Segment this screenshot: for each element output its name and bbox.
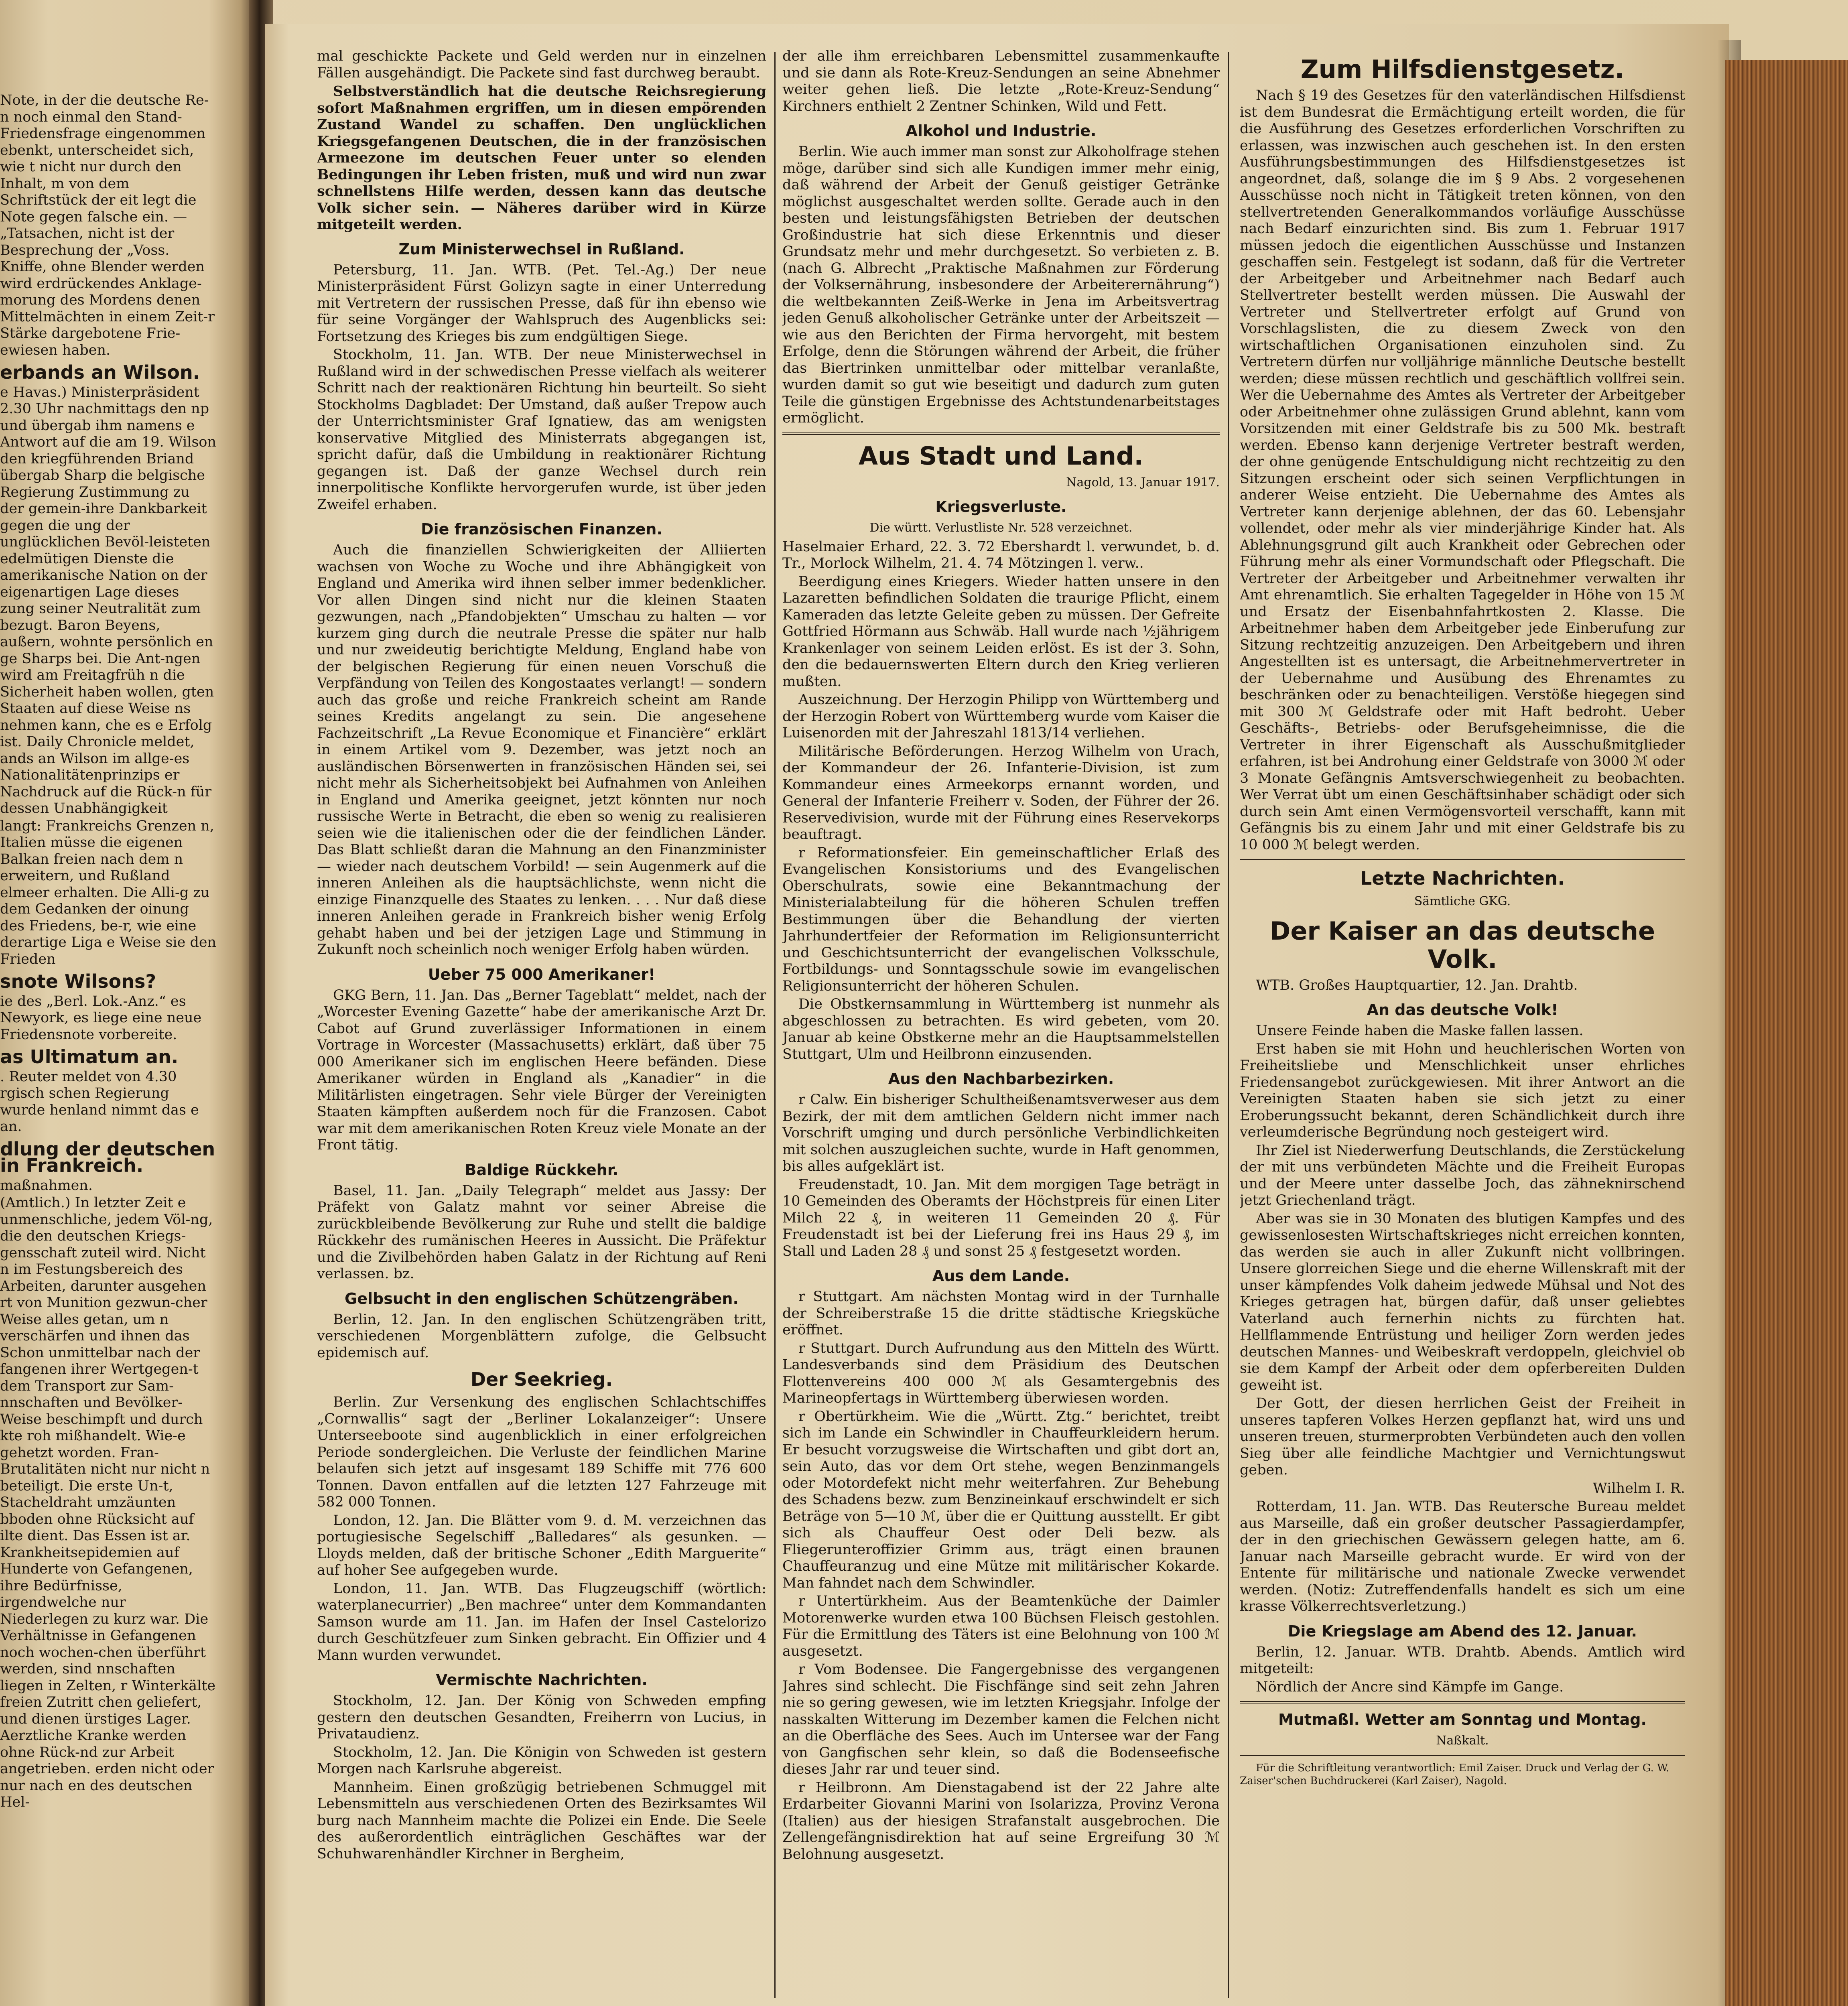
paragraph: der alle ihm erreichbaren Lebensmittel zusammenkaufte und sie dann als Rote-Kreuz-Sendungen an seine Abnehmer weiter gehen ließ. Die letzte „Rote-Kreuz-Sendung“ Kirchners enthielt 2 Zentner Schinken, Wild und Fett. bbox=[782, 48, 1220, 114]
section-heading: Die Kriegslage am Abend des 12. Januar. bbox=[1288, 1622, 1637, 1640]
divider bbox=[782, 432, 1220, 435]
signature: Wilhelm I. R. bbox=[1592, 1480, 1685, 1496]
paragraph: Stockholm, 11. Jan. WTB. Der neue Ministerwechsel in Rußland wird in der schwedischen Presse vielfach als weiterer Schritt nach der reaktionären Richtung hin beurteilt. So sieht Stockholms Dagbladet: Der Umstand, daß außer Trepow auch der Unterrichtsminister Graf Ignatiew, das am wenigsten konservative Mitglied des Ministerrats abgegangen ist, spricht dafür, daß die Umbildung in reaktionärer Richtung gegangen ist. Daß der ganze Wechsel durch rein innerpolitische Konflikte hervorgerufen wurde, ist über jeden Zweifel erhaben. bbox=[317, 347, 766, 513]
paragraph: Unsere Feinde haben die Maske fallen lassen. bbox=[1256, 1023, 1584, 1039]
left-page-text bbox=[0, 92, 217, 1812]
left-heading: snote Wilsons? bbox=[0, 971, 156, 992]
paragraph: r Heilbronn. Am Dienstagabend ist der 22 Jahre alte Erdarbeiter Giovanni Marini von Isolarizza, Provinz Verona (Italien) aus der hiesigen Strafanstalt ausgebrochen. Die Zellengefängnisdirektion hat auf seine Ergreifung 30 ℳ Belohnung ausgesetzt. bbox=[782, 1779, 1220, 1862]
section-heading: Kriegsverluste. bbox=[935, 498, 1067, 516]
left-paragraph: ie des „Berl. Lok.-Anz.“ es Newyork, es liege eine neue Friedensnote vorbereite. bbox=[0, 993, 202, 1043]
left-paragraph: (Amtlich.) In letzter Zeit e unmenschliche, jedem Völ-ng, die den deutschen Kriegs-gensschaft zuteil wird. Nicht n im Festungsbereich des Arbeiten, darunter ausgehen rt von Munition gezwun-cher Weise alles getan, um n verschärfen und ihnen das Schon unmittelbar nach der fangenen ihrer Wertgegen-t dem Transport zur Sam-nnschaften und Bevölker-Weise beschimpft und durch kte roh mißhandelt. Wie-e gehetzt worden. Fran-Brutalitäten nicht nur nicht n beteiligt. Die erste Un-t, Stacheldraht umzäunten bboden ohne Rücksicht auf ilte dient. Das Essen ist ar. Krankheitsepidemien auf Hunderte von Gefangenen, ihre Bedürfnisse, irgendwelche nur Niederlegen zu kurz war. Die Verhältnisse in Gefangenen noch wochen-chen überführt werden, sind nnschaften liegen in Zelten, r Winterkälte freien Zutritt chen geliefert, und dienen ürstiges Lager. Aerztliche Kranke werden ohne Rück-nd zur Arbeit angetrieben. erden nicht oder nur nach en des deutschen Hel- bbox=[0, 1195, 216, 1810]
paragraph: WTB. Großes Hauptquartier, 12. Jan. Drahtb. bbox=[1256, 977, 1578, 993]
paragraph: Die Obstkernsammlung in Württemberg ist nunmehr als abgeschlossen zu betrachten. Es wird gebeten, vom 20. Januar ab keine Obstkerne mehr an die Hauptsammelstellen Stuttgart, Ulm und Heilbronn einzusenden. bbox=[782, 996, 1220, 1062]
column-1 bbox=[317, 48, 766, 2006]
section-heading: Aus den Nachbarbezirken. bbox=[888, 1070, 1114, 1088]
paragraph: Ihr Ziel ist Niederwerfung Deutschlands, die Zerstückelung der mit uns verbündeten Mächte und die Freiheit Europas und der Meere unter dasselbe Joch, das zähneknirschend jetzt Griechenland trägt. bbox=[1240, 1142, 1685, 1208]
paragraph: Basel, 11. Jan. „Daily Telegraph“ meldet aus Jassy: Der Präfekt von Galatz mahnt vor seiner Abreise die zurückbleibende Bevölkerung zur Ruhe und stellt die baldige Rückkehr des rumänischen Heeres in Aussicht. Die Präfektur und die Zivilbehörden haben Galatz in der Richtung auf Reni verlassen. bz. bbox=[317, 1182, 766, 1282]
section-heading: Baldige Rückkehr. bbox=[465, 1161, 619, 1179]
section-heading: Aus dem Lande. bbox=[932, 1267, 1070, 1285]
paragraph: Stockholm, 12. Jan. Die Königin von Schweden ist gestern Morgen nach Karlsruhe abgereist. bbox=[317, 1744, 766, 1777]
section-heading: Vermischte Nachrichten. bbox=[436, 1671, 648, 1689]
paragraph: Erst haben sie mit Hohn und heuchlerischen Worten von Freiheitsliebe und Menschlichkeit unser ehrliches Friedensangebot zurückgewiesen. Mit ihrer Antwort an die Vereinigten Staaten haben sie sich jetzt zu einer Eroberungssucht bekannt, deren Schändlichkeit durch ihre verleumderische Begründung noch gesteigert wird. bbox=[1240, 1041, 1685, 1140]
subheading: Sämtliche GKG. bbox=[1414, 894, 1511, 908]
paragraph: r Stuttgart. Durch Aufrundung aus den Mitteln des Württ. Landesverbands sind dem Präsidium des Deutschen Flottenvereins 400 000 ℳ als Gesamtergebnis des Marineopfertags in Württemberg überwiesen worden. bbox=[782, 1340, 1220, 1406]
dateline: Nagold, 13. Januar 1917. bbox=[1066, 475, 1220, 489]
section-heading: Die französischen Finanzen. bbox=[421, 520, 662, 538]
section-heading-large: Der Kaiser an das deutsche Volk. bbox=[1269, 916, 1655, 974]
weather-forecast: Naßkalt. bbox=[1436, 1734, 1489, 1748]
paragraph-bold: Selbstverständlich hat die deutsche Reichsregierung sofort Maßnahmen ergriffen, um in diesen empörenden Zustand Wandel zu schaffen. Den unglücklichen Kriegsgefangenen Deutschen, die in der französischen Armeezone im deutschen Feuer unter so elenden Bedingungen ihr Leben fristen, muß und wird nun zwar schnellstens Hilfe werden, dessen kann das deutsche Volk sicher sein. — Näheres darüber wird in Kürze mitgeteilt werden. bbox=[317, 83, 766, 233]
subheading: Die württ. Verlustliste Nr. 528 verzeichnet. bbox=[869, 521, 1133, 535]
paragraph: GKG Bern, 11. Jan. Das „Berner Tageblatt“ meldet, nach der „Worcester Evening Gazette“ habe der amerikanische Arzt Dr. Cabot auf Grund zuverlässiger Informationen in einem Vortrage in Worcester (Massachusetts) erklärt, daß über 75 000 Amerikaner sich im englischen Heere befänden. Diese Amerikaner würden in England als „Kanadier“ in die Militärlisten eingetragen. Sehr viele Bürger der Vereinigten Staaten kämpften außerdem noch für die Franzosen. Cabot war mit dem amerikanischen Roten Kreuz viele Monate an der Front tätig. bbox=[317, 987, 766, 1153]
column-rule bbox=[1228, 52, 1229, 1998]
paragraph: Berlin. Zur Versenkung des englischen Schlachtschiffes „Cornwallis“ sagt der „Berliner Lokalanzeiger“: Unsere Unterseeboote sind augenblicklich in einer erfolgreichen Periode sondergleichen. Die Verluste der feindlichen Marine belaufen sich jetzt auf insgesamt 189 Schiffe mit 776 600 Tonnen. Davon entfallen auf die letzten 127 Fahrzeuge mit 582 000 Tonnen. bbox=[317, 1394, 766, 1510]
left-paragraph: langt: Frankreichs Grenzen n, Italien müsse die eigenen Balkan freien nach dem n erweitern, und Rußland elmeer erhalten. Die Alli-g zu dem Gedanken der oinung des Friedens, be-r, wie eine derartige Liga e Weise sie den Frieden bbox=[0, 818, 217, 967]
paragraph: Freudenstadt, 10. Jan. Mit dem morgigen Tage beträgt in 10 Gemeinden des Oberamts der Höchstpreis für einen Liter Milch 22 ₰, in weiteren 11 Gemeinden 20 ₰. Für Freudenstadt ist bei der Lieferung frei ins Haus 29 ₰, im Stall und Laden 28 ₰ und sonst 25 ₰ festgesetzt worden. bbox=[782, 1176, 1220, 1259]
divider bbox=[1240, 859, 1685, 860]
paragraph: Mannheim. Einen großzügig betriebenen Schmuggel mit Lebensmitteln aus verschiedenen Orten des Bezirksamtes Wil burg nach Mannheim machte die Polizei ein Ende. Die Seele des außerordentlich einträglichen Geschäftes war der Schuhwarenhändler Kirchner in Bergheim, bbox=[317, 1779, 766, 1862]
left-heading: dlung der deutschen in Frankreich. bbox=[0, 1138, 215, 1176]
column-rule bbox=[774, 52, 776, 1998]
section-heading: Der Seekrieg. bbox=[470, 1368, 613, 1390]
book-edge bbox=[1725, 60, 1848, 2006]
paragraph: Berlin. Wie auch immer man sonst zur Alkoholfrage stehen möge, darüber sind sich alle Kundigen immer mehr einig, daß während der Arbeit der Genuß geistiger Getränke möglichst ausgeschaltet werden sollte. Gerade auch in den besten und leistungsfähigsten Betrieben der deutschen Großindustrie hat sich diese Erkenntnis und dieser Grundsatz mehr und mehr durchgesetzt. So verbieten z. B. (nach G. Albrecht „Praktische Maßnahmen zur Förderung der Volksernährung, insbesondere der Arbeiterernährung“) die weltbekannten Zeiß-Werke in Jena im Arbeitsvertrag jeden Genuß alkoholischer Getränke unter der Arbeitszeit — wie aus den Berichten der Firma hervorgeht, mit bestem Erfolge, denn die Störungen während der Arbeit, die früher das Biertrinken unmittelbar oder mittelbar veranlaßte, wurden damit so gut wie beseitigt und dadurch zum guten Teile die günstigen Ergebnisse des Achtstundenarbeitstages ermöglicht. bbox=[782, 144, 1220, 426]
section-heading-large: Aus Stadt und Land. bbox=[858, 441, 1143, 471]
column-3 bbox=[1240, 48, 1685, 2006]
paragraph: Auch die finanziellen Schwierigkeiten der Alliierten wachsen von Woche zu Woche und ihre Abhängigkeit von England und Amerika wird ihnen selber immer bedenklicher. Vor allen Dingen sind nicht nur die kleinen Staaten gezwungen, nach „Pfandobjekten“ Umschau zu halten — vor kurzem ging durch die neutrale Presse die später nur halb und nur zweideutig berichtigte Meldung, England habe von der belgischen Regierung für einen neuen Vorschuß die Verpfändung von Teilen des Kongostaates verlangt! — sondern auch das große und reiche Frankreich scheint am Rande seines Kredits angelangt zu sein. Die angesehene Fachzeitschrift „La Revue Economique et Financière“ erklärt in einem Artikel vom 9. Dezember, was jetzt noch an ausländischen Börsenwerten in französischen Händen sei, sei nicht mehr als Sicherheitsobjekt bei Aufnahmen von Anleihen in England und Amerika geeignet, jetzt könnten nur noch russische Werte in Betracht, die eben so wenig zu realisieren seien wie die italienischen oder die der feindlichen Länder. Das Blatt schließt daran die Mahnung an den Finanzminister — wieder nach deutschem Vorbild! — sein Augenmerk auf die inneren Anleihen als die hauptsächlichste, wenn nicht die einzige Finanzquelle des Staates zu lenken. . . . Nur daß diese inneren Anleihen gerade in Frankreich bisher wenig Erfolg gehabt haben und bei der jetzigen Lage und Stimmung in Zukunft noch scheinlich noch weniger Erfolg haben würden. bbox=[317, 542, 766, 958]
paragraph: London, 11. Jan. WTB. Das Flugzeugschiff (wörtlich: waterplanecurrier) „Ben machree“ unter dem Kommandanten Samson wurde am 11. Jan. im Hafen der Insel Castelorizo durch Geschützfeuer zum Sinken gebracht. Ein Offizier und 4 Mann wurden verwundet. bbox=[317, 1580, 766, 1663]
paragraph: mal geschickte Packete und Geld werden nur in einzelnen Fällen ausgehändigt. Die Packete sind fast durchweg beraubt. bbox=[317, 48, 766, 81]
paragraph: Militärische Beförderungen. Herzog Wilhelm von Urach, der Kommandeur der 26. Infanterie-Division, ist zum Kommandeur eines Armeekorps ernannt worden, und General der Infanterie Freiherr v. Soden, der Führer der 26. Reservedivision, wurde mit der Führung eines Reservekorps beauftragt. bbox=[782, 743, 1220, 843]
column-2 bbox=[782, 48, 1220, 2006]
paragraph: London, 12. Jan. Die Blätter vom 9. d. M. verzeichnen das portugiesische Segelschiff „Balledares“ als gesunken. — Lloyds melden, daß der britische Schoner „Edith Marguerite“ auf hoher See aufgegeben wurde. bbox=[317, 1512, 766, 1578]
paragraph: Beerdigung eines Kriegers. Wieder hatten unsere in den Lazaretten befindlichen Soldaten die traurige Pflicht, einem Kameraden das letzte Geleite geben zu müssen. Der Gefreite Gottfried Hörmann aus Schwäb. Hall wurde nach ½jährigem Krankenlager von seinem Leiden erlöst. Es ist der 3. Sohn, den die bedauernswerten Eltern durch den Krieg verlieren mußten. bbox=[782, 573, 1220, 690]
paragraph: r Vom Bodensee. Die Fangergebnisse des vergangenen Jahres sind schlecht. Die Fischfänge sind seit zehn Jahren nie so gering gewesen, wie im letzten Kriegsjahr. Infolge der nasskalten Witterung im Dezember kamen die Felchen nicht an die Oberfläche des Sees. Auch im Untersee war der Fang von Gangfischen sehr klein, so daß die Bodenseefische dieses Jahr rar und teuer sind. bbox=[782, 1661, 1220, 1777]
paragraph: Rotterdam, 11. Jan. WTB. Das Reutersche Bureau meldet aus Marseille, daß ein großer deutscher Passagierdampfer, der in den griechischen Gewässern gelegen hatte, am 6. Januar nach Marseille gebracht wurde. Er wird von der Entente für militärische und nationale Zwecke verwendet werden. (Notiz: Zutreffendenfalls handelt es sich um eine krasse Völkerrechtsverletzung.) bbox=[1240, 1498, 1685, 1614]
left-subheading: maßnahmen. bbox=[0, 1177, 93, 1194]
section-heading: Alkohol und Industrie. bbox=[906, 122, 1097, 140]
paragraph: r Obertürkheim. Wie die „Württ. Ztg.“ berichtet, treibt sich im Lande ein Schwindler in Chauffeurkleidern herum. Er besucht vorzugsweise die Wirtschaften und gibt dort an, sein Auto, das vor dem Ort stehe, wegen Benzinmangels oder Motordefekt nicht mehr weiterfahren. Zur Behebung des Schadens bezw. zum Benzineinkauf erschwindelt er sich Beträge von 5—10 ℳ, über die er Quittung ausstellt. Er gibt sich als Chauffeur Oest oder Deli bezw. als Fliegerunteroffizier Grimm aus, trägt einen braunen Chauffeuranzug und eine Mütze mit militärischer Kokarde. Man fahndet nach dem Schwindler. bbox=[782, 1408, 1220, 1591]
paragraph: r Reformationsfeier. Ein gemeinschaftlicher Erlaß des Evangelischen Konsistoriums und des Evangelischen Oberschulrats, sowie eine Bekanntmachung der Ministerialabteilung für die höheren Schulen treffen Bestimmungen über die Behandlung der vierten Jahrhundertfeier der Reformation im Religionsunterricht und Geschichtsunterricht der evangelischen Volksschule, Fortbildungs- und Sonntagsschule sowie im evangelischen Religionsunterricht der höheren Schulen. bbox=[782, 845, 1220, 994]
section-heading: Zum Ministerwechsel in Rußland. bbox=[398, 240, 685, 258]
left-paragraph: . Reuter meldet von 4.30 rgisch schen Regierung wurde henland nimmt das e an. bbox=[0, 1068, 199, 1135]
left-page bbox=[0, 0, 257, 2006]
section-heading: Gelbsucht in den englischen Schützengräben. bbox=[345, 1289, 739, 1308]
divider bbox=[1240, 1701, 1685, 1703]
paragraph: Berlin, 12. Jan. In den englischen Schützengräben tritt, verschiedenen Morgenblättern zufolge, die Gelbsucht epidemisch auf. bbox=[317, 1311, 766, 1361]
paragraph: Nach § 19 des Gesetzes für den vaterländischen Hilfsdienst ist dem Bundesrat die Ermächtigung erteilt worden, die für die Ausführung des Gesetzes erforderlichen Vorschriften zu erlassen, was inzwischen auch geschehen ist. In den ersten Ausführungsbestimmungen des Hilfsdienstgesetzes ist angeordnet, daß, solange die im § 9 Abs. 2 vorgesehenen Ausschüsse noch nicht in Tätigkeit treten können, von den stellvertretenden Generalkommandos vorläufige Ausschüsse nach Bedarf einzurichten sind. Bis zum 1. Februar 1917 müssen jedoch die eigentlichen Ausschüsse und Instanzen geschaffen sein. Festgelegt ist sodann, daß für die Vertreter der Arbeitgeber und Arbeitnehmer nach Bedarf auch Stellvertreter bestellt werden müssen. Die Auswahl der Vertreter und Stellvertreter erfolgt auf Grund von Vorschlagslisten, die zu diesem Zweck von den wirtschaftlichen Organisationen einzuholen sind. Zu Vertretern dürfen nur volljährige männliche Deutsche bestellt werden; diese müssen rechtlich und geschäftlich vollfrei sein. Wer die Uebernahme des Amtes als Vertreter der Arbeitgeber oder Arbeitnehmer ohne zulässigen Grund ablehnt, kann vom Vorsitzenden mit einer Geldstrafe bis zu 500 Mk. bestraft werden. Ebenso kann derjenige Vertreter bestraft werden, der ohne genügende Entschuldigung nicht rechtzeitig zu den Sitzungen erscheint oder sich seinen Verpflichtungen in anderer Weise entzieht. Die Uebernahme des Amtes als Vertreter kann derjenige ablehnen, der das 60. Lebensjahr vollendet, oder mehr als vier minderjährige Kinder hat. Als Ablehnungsgrund gilt auch Krankheit oder Gebrechen oder Führung mehr als einer Vormundschaft oder Pflegschaft. Die Vertreter der Arbeitgeber und Arbeitnehmer verwalten ihr Amt ehrenamtlich. Sie erhalten Tagegelder in Höhe von 15 ℳ und Ersatz der Eisenbahnfahrtkosten 2. Klasse. Die Arbeitnehmer haben dem Arbeitgeber jede Einberufung zur Sitzung rechtzeitig anzuzeigen. Den Arbeitgebern und ihren Angestellten ist es untersagt, die Arbeitnehmervertreter in der Uebernahme und Ausübung des Ehrenamtes zu beschränken oder zu benachteiligen. Verstöße hiegegen sind mit 300 ℳ Geldstrafe oder mit Haft bedroht. Ueber Geschäfts-, Betriebs- oder Berufsgeheimnisse, die die Vertreter in ihrer Eigenschaft als Ausschußmitglieder erfahren, ist bei Androhung einer Geldstrafe von 3000 ℳ oder 3 Monate Gefängnis Amtsverschwiegenheit zu beobachten. Wer Verrat übt um einen Geschäftsinhaber schädigt oder sich durch sein Amt einen Vermögensvorteil verschafft, kann mit Gefängnis bis zu einem Jahr und mit einer Geldstrafe bis zu 10 000 ℳ belegt werden. bbox=[1240, 87, 1685, 853]
left-paragraph: Note, in der die deutsche Re-n noch einmal den Stand- Friedensfrage eingenommen ebenkt, unterscheidet sich, wie t nicht nur durch den Inhalt, m von dem Schriftstück der eit legt die Note gegen falsche ein. — „Tatsachen, nicht ist der Besprechung der „Voss. Kniffe, ohne Blender werden wird erdrückendes Anklage-morung des Mordens denen Mittelmächten in einem Zeit-r Stärke dargebotene Frie-ewiesen haben. bbox=[0, 92, 215, 358]
section-heading: Letzte Nachrichten. bbox=[1360, 867, 1565, 889]
left-paragraph: e Havas.) Ministerpräsident 2.30 Uhr nachmittags den np und übergab ihm namens e Antwort auf die am 19. Wilson den kriegführenden Briand übergab Sharp die belgische Regierung Zustimmung zu der gemein-ihre Dankbarkeit gegen die ung der unglücklichen Bevöl-leisteten edelmütigen Dienste die amerikanische Nation on der eigenartigen Lage dieses zung seiner Neutralität zum bezugt. Baron Beyens, außern, wohnte persönlich en ge Sharps bei. Die Ant-ngen wird am Freitagfrüh n die Sicherheit haben wollen, gten Staaten auf diese Weise ns nehmen kann, che es e Erfolg ist. Daily Chronicle meldet, ands an Wilson im allge-es Nationalitätenprinzips er Nachdruck auf die Rück-n für dessen Unabhängigkeit bbox=[0, 384, 217, 816]
divider bbox=[1240, 1755, 1685, 1756]
section-heading: Ueber 75 000 Amerikaner! bbox=[428, 965, 656, 983]
paragraph: Aber was sie in 30 Monaten des blutigen Kampfes und des gewissenlosesten Wirtschaftskrieges nicht erreichen konnten, das werden sie auch in aller Zukunft nicht vollbringen. Unsere glorreichen Siege und die eherne Willenskraft mit der unser kämpfendes Volk daheim jedwede Mühsal und Not des Krieges getragen hat, bürgen dafür, daß unser geliebtes Vaterland auch fernerhin nichts zu fürchten hat. Hellflammende Entrüstung und heiliger Zorn werden jedes deutschen Mannes- und Weibeskraft verdoppeln, gleichviel ob sie dem Kampf der Arbeit oder dem opferbereiten Dulden geweiht ist. bbox=[1240, 1210, 1685, 1393]
paragraph: r Untertürkheim. Aus der Beamtenküche der Daimler Motorenwerke wurden etwa 100 Büchsen Fleisch gestohlen. Für die Ermittlung des Täters ist eine Belohnung von 100 ℳ ausgesetzt. bbox=[782, 1593, 1220, 1659]
paragraph: Nördlich der Ancre sind Kämpfe im Gange. bbox=[1256, 1679, 1564, 1695]
paragraph: Berlin, 12. Januar. WTB. Drahtb. Abends. Amtlich wird mitgeteilt: bbox=[1240, 1644, 1685, 1677]
paragraph: Stockholm, 12. Jan. Der König von Schweden empfing gestern den deutschen Gesandten, Freiherrn von Lucius, in Privataudienz. bbox=[317, 1693, 766, 1742]
paragraph: r Stuttgart. Am nächsten Montag wird in der Turnhalle der Schreiberstraße 15 die dritte städtische Kriegsküche eröffnet. bbox=[782, 1289, 1220, 1338]
paragraph: Der Gott, der diesen herrlichen Geist der Freiheit in unseres tapferen Volkes Herzen gepflanzt hat, wird uns und unseren treuen, sturmerprobten Verbündeten auch den vollen Sieg über alle feindliche Machtgier und Vernichtungswut geben. bbox=[1240, 1395, 1685, 1478]
paragraph: Auszeichnung. Der Herzogin Philipp von Württemberg und der Herzogin Robert von Württemberg wurde vom Kaiser die Luisenorden mit der Jahreszahl 1813/14 verliehen. bbox=[782, 692, 1220, 741]
section-heading-large: Zum Hilfsdienstgesetz. bbox=[1300, 55, 1625, 84]
weather-heading: Mutmaßl. Wetter am Sonntag und Montag. bbox=[1278, 1711, 1647, 1728]
paragraph: Petersburg, 11. Jan. WTB. (Pet. Tel.-Ag.) Der neue Ministerpräsident Fürst Golizyn sagte in einer Unterredung mit Vertretern der russischen Presse, daß für ihn ebenso wie für seine Vorgänger der Wahlspruch des Augenblicks sei: Fortsetzung des Krieges bis zum endgültigen Siege. bbox=[317, 262, 766, 345]
paragraph: Haselmaier Erhard, 22. 3. 72 Ebershardt l. verwundet, b. d. Tr., Morlock Wilhelm, 21. 4. 74 Mötzingen l. verw.. bbox=[782, 538, 1220, 571]
section-heading: An das deutsche Volk! bbox=[1367, 1001, 1558, 1019]
paragraph: r Calw. Ein bisheriger Schultheißenamtsverweser aus dem Bezirk, der mit dem amtlichen Geldern nicht immer nach Vorschrift umging und durch persönliche Verbindlichkeiten mit solchen auszugleichen suchte, wurde in Haft genommen, bis alles aufgeklärt ist. bbox=[782, 1092, 1220, 1174]
left-heading: erbands an Wilson. bbox=[0, 361, 200, 383]
left-heading: as Ultimatum an. bbox=[0, 1046, 179, 1068]
imprint: Für die Schriftleitung verantwortlich: Emil Zaiser. Druck und Verlag der G. W. Zaiser'schen Buchdruckerei (Karl Zaiser), Nagold. bbox=[1240, 1762, 1669, 1787]
